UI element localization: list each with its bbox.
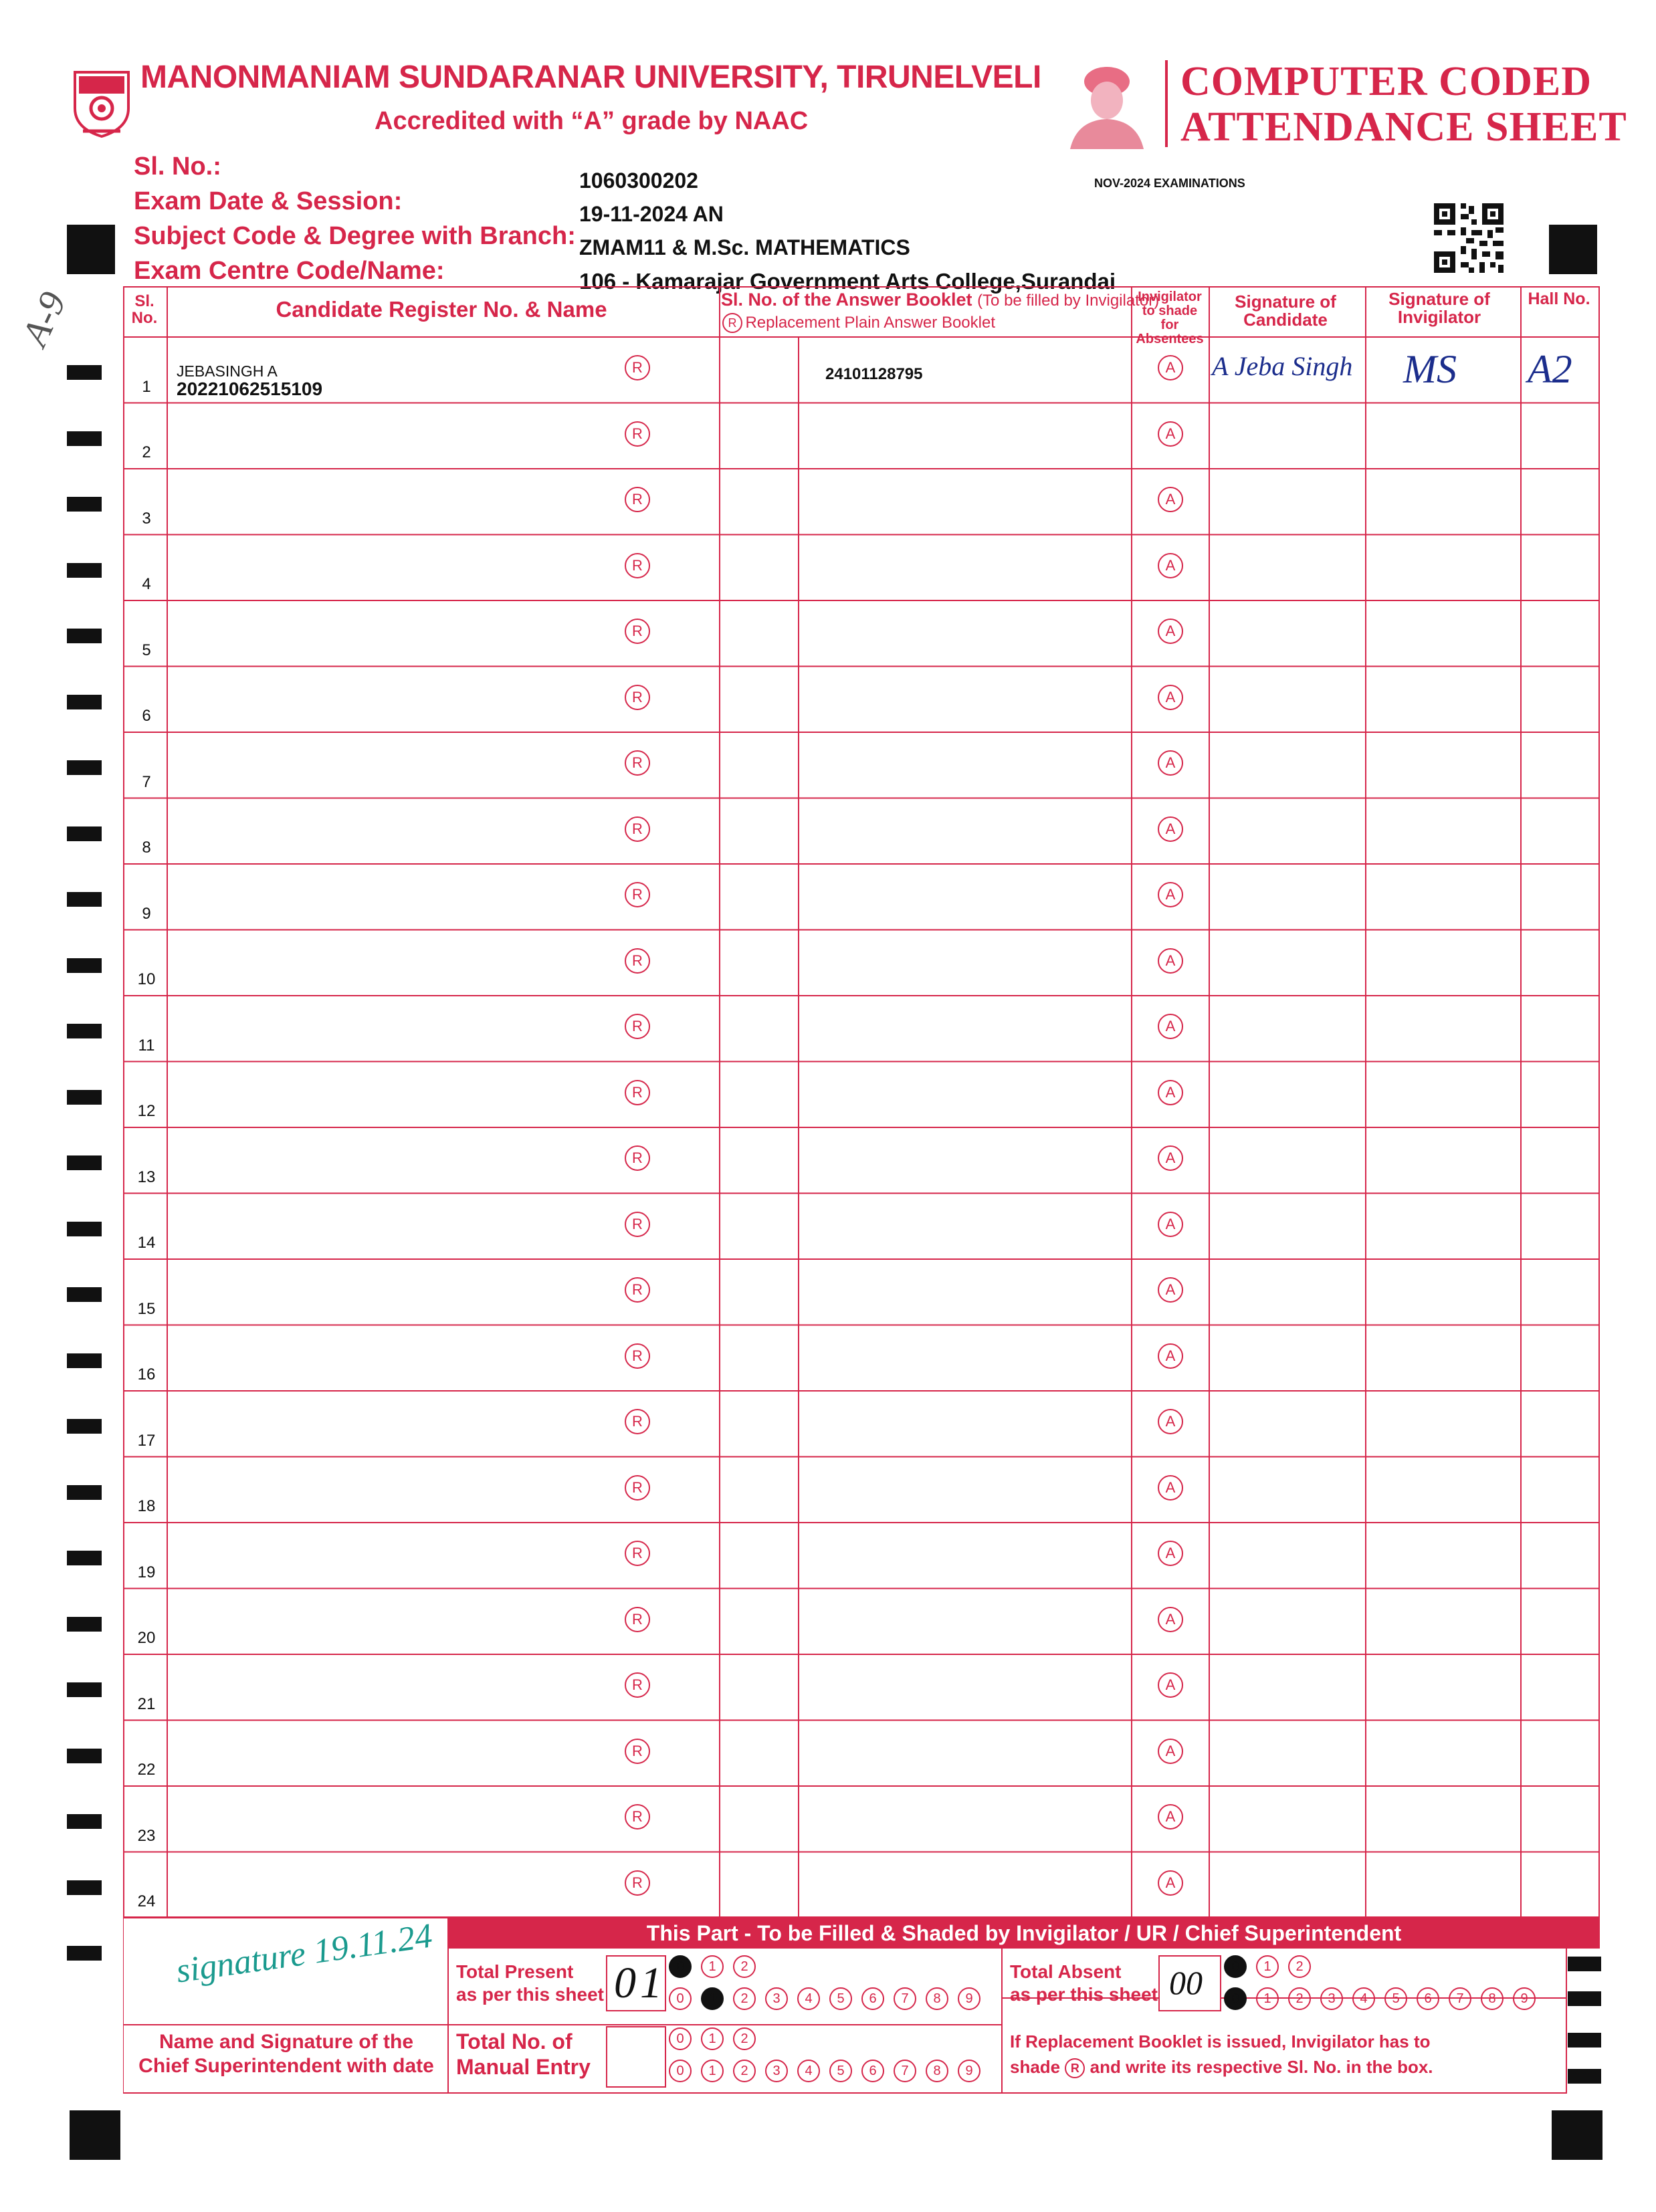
- table-row: [123, 1325, 1600, 1392]
- sl-no-label: Sl. No.:: [134, 152, 221, 181]
- row-number: 1: [142, 377, 151, 396]
- digit-bubble[interactable]: 4: [797, 2060, 820, 2082]
- row-number: 19: [137, 1563, 156, 1581]
- timing-mark: [67, 1419, 102, 1434]
- digit-bubble[interactable]: 7: [1449, 1987, 1471, 2010]
- table-row: [123, 600, 1600, 667]
- digit-bubble[interactable]: 2: [1288, 1987, 1311, 2010]
- university-name: MANONMANIAM SUNDARANAR UNIVERSITY, TIRUNELVELI: [140, 60, 1041, 95]
- replacement-bubble[interactable]: R: [625, 487, 650, 512]
- row-number: 17: [137, 1431, 156, 1450]
- replacement-bubble[interactable]: R: [625, 619, 650, 644]
- table-row: [123, 1523, 1600, 1589]
- table-row: [123, 1457, 1600, 1523]
- absent-bubble[interactable]: A: [1158, 882, 1183, 907]
- digit-bubble[interactable]: 3: [1320, 1987, 1343, 2010]
- row-number: 16: [137, 1365, 156, 1384]
- header-signature-invigilator: Signature of Invigilator: [1388, 289, 1490, 328]
- digit-bubble[interactable]: 0: [669, 2060, 692, 2082]
- table-row: [123, 732, 1600, 798]
- hall-number: A2: [1528, 347, 1572, 391]
- sl-no-value: 1060300202: [579, 169, 698, 193]
- digit-bubble[interactable]: 5: [1384, 1987, 1407, 2010]
- digit-bubble[interactable]: 2: [1288, 1955, 1311, 1978]
- table-row: [123, 1589, 1600, 1655]
- header-candidate: Candidate Register No. & Name: [276, 297, 607, 322]
- digit-bubble[interactable]: 1: [701, 2060, 724, 2082]
- accreditation-text: Accredited with “A” grade by NAAC: [375, 107, 809, 135]
- row-number: 9: [142, 904, 151, 923]
- candidate-register-no: 20221062515109: [177, 378, 323, 399]
- digit-bubble[interactable]: 5: [829, 2060, 852, 2082]
- table-row: [123, 403, 1600, 469]
- row-number: 10: [137, 970, 156, 988]
- replacement-bubble[interactable]: R: [625, 1870, 650, 1896]
- replacement-bubble[interactable]: R: [625, 1014, 650, 1039]
- replacement-symbol-icon: R: [722, 313, 742, 333]
- registration-mark: [67, 225, 115, 274]
- absent-bubble[interactable]: A: [1158, 1212, 1183, 1237]
- digit-bubble[interactable]: 2: [733, 1987, 756, 2010]
- absent-bubble[interactable]: A: [1158, 1541, 1183, 1566]
- timing-mark: [67, 497, 102, 512]
- table-row: [123, 1194, 1600, 1260]
- absent-bubble[interactable]: A: [1158, 685, 1183, 710]
- university-logo: [70, 67, 134, 140]
- table-row: [123, 930, 1600, 996]
- absent-bubble[interactable]: A: [1158, 1804, 1183, 1830]
- digit-bubble[interactable]: 3: [765, 2060, 788, 2082]
- digit-bubble[interactable]: 6: [861, 1987, 884, 2010]
- row-number: 4: [142, 575, 151, 593]
- timing-mark: [67, 958, 102, 973]
- header-absentees: Invigilator to shade for Absentees: [1136, 290, 1204, 346]
- replacement-bubble[interactable]: R: [625, 948, 650, 974]
- digit-bubble[interactable]: 5: [829, 1987, 852, 2010]
- replacement-bubble[interactable]: R: [625, 1739, 650, 1764]
- row-number: 6: [142, 707, 151, 725]
- absent-bubble[interactable]: A: [1158, 1607, 1183, 1632]
- absent-bubble[interactable]: A: [1158, 1739, 1183, 1764]
- replacement-bubble[interactable]: R: [625, 421, 650, 447]
- replacement-bubble[interactable]: R: [625, 1804, 650, 1830]
- total-absent-written: 00: [1169, 1964, 1203, 2001]
- digit-bubble[interactable]: 4: [797, 1987, 820, 2010]
- total-present-label: Total Present as per this sheet: [456, 1961, 604, 2005]
- row-number: 11: [138, 1036, 155, 1055]
- header-booklet: Sl. No. of the Answer Booklet (To be filled by Invigilator): [721, 290, 1160, 310]
- absent-bubble[interactable]: A: [1158, 1014, 1183, 1039]
- timing-mark: [1568, 2069, 1601, 2084]
- table-row: [123, 1654, 1600, 1721]
- digit-bubble[interactable]: 3: [765, 1987, 788, 2010]
- digit-bubble[interactable]: 0: [669, 2027, 692, 2050]
- row-number: 13: [137, 1168, 156, 1186]
- timing-mark: [67, 826, 102, 841]
- replacement-bubble[interactable]: R: [625, 1475, 650, 1501]
- digit-bubble[interactable]: 4: [1352, 1987, 1375, 2010]
- replacement-bubble[interactable]: R: [625, 355, 650, 380]
- digit-bubble[interactable]: 8: [926, 2060, 948, 2082]
- table-row: [123, 1391, 1600, 1457]
- absent-bubble[interactable]: A: [1158, 750, 1183, 776]
- answer-booklet-no: 24101128795: [825, 365, 923, 383]
- registration-mark: [1552, 2110, 1602, 2160]
- row-number: 3: [142, 509, 151, 528]
- replacement-note: If Replacement Booklet is issued, Invigilator has to shade R and write its respective Sl. No. in the box.: [1010, 2029, 1433, 2080]
- table-row: [123, 996, 1600, 1062]
- row-number: 15: [137, 1299, 156, 1318]
- subject-value: ZMAM11 & M.Sc. MATHEMATICS: [579, 235, 910, 259]
- subject-label: Subject Code & Degree with Branch:: [134, 222, 576, 250]
- replacement-bubble[interactable]: R: [625, 816, 650, 842]
- header-hall-no: Hall No.: [1528, 290, 1590, 308]
- replacement-bubble[interactable]: R: [625, 1409, 650, 1434]
- invigilator-signature: MS: [1403, 347, 1457, 391]
- row-number: 5: [142, 641, 151, 659]
- registration-mark: [70, 2110, 120, 2160]
- timing-mark: [1568, 2033, 1601, 2048]
- exam-date-value: 19-11-2024 AN: [579, 202, 724, 226]
- table-row: [123, 1062, 1600, 1128]
- timing-mark: [67, 1814, 102, 1829]
- digit-bubble[interactable]: 9: [958, 1987, 980, 2010]
- replacement-bubble[interactable]: R: [625, 1541, 650, 1566]
- absent-bubble[interactable]: A: [1158, 1409, 1183, 1434]
- timing-mark: [67, 1222, 102, 1236]
- table-row: [123, 337, 1600, 403]
- registration-mark: [1549, 225, 1597, 274]
- table-row: [123, 1721, 1600, 1787]
- absent-bubble[interactable]: A: [1158, 1475, 1183, 1501]
- chief-superintendent-signature: signature 19.11.24: [173, 1916, 435, 1991]
- exam-date-label: Exam Date & Session:: [134, 187, 403, 215]
- digit-bubble[interactable]: 0: [669, 1955, 692, 1978]
- digit-bubble[interactable]: 0: [1224, 1987, 1247, 2010]
- timing-mark: [67, 1287, 102, 1302]
- timing-mark: [67, 365, 102, 380]
- replacement-symbol-icon: R: [1065, 2058, 1085, 2078]
- absent-bubble[interactable]: A: [1158, 619, 1183, 644]
- sheet-title: COMPUTER CODED ATTENDANCE SHEET: [1180, 59, 1627, 150]
- digit-bubble[interactable]: 1: [701, 1987, 724, 2010]
- timing-mark: [67, 1353, 102, 1368]
- qr-code-icon: [1434, 203, 1504, 273]
- timing-mark: [67, 563, 102, 578]
- row-number: 20: [137, 1629, 156, 1647]
- centre-label: Exam Centre Code/Name:: [134, 257, 445, 285]
- row-number: 12: [137, 1102, 156, 1120]
- digit-bubble[interactable]: 7: [894, 1987, 916, 2010]
- digit-bubble[interactable]: 2: [733, 2060, 756, 2082]
- absent-bubble[interactable]: A: [1158, 1080, 1183, 1105]
- table-row: [123, 798, 1600, 865]
- digit-bubble[interactable]: 9: [1513, 1987, 1536, 2010]
- absent-bubble[interactable]: A: [1158, 487, 1183, 512]
- absent-bubble[interactable]: A: [1158, 355, 1183, 380]
- total-absent-label: Total Absent as per this sheet: [1010, 1961, 1158, 2005]
- absent-bubble[interactable]: A: [1158, 816, 1183, 842]
- digit-bubble[interactable]: 1: [1256, 1955, 1279, 1978]
- timing-mark: [67, 1551, 102, 1565]
- replacement-bubble[interactable]: R: [625, 1607, 650, 1632]
- centre-value: 106 - Kamarajar Government Arts College,Surandai: [579, 269, 1116, 294]
- absent-bubble[interactable]: A: [1158, 1870, 1183, 1896]
- table-row: [123, 1786, 1600, 1852]
- timing-mark: [67, 1880, 102, 1895]
- digit-bubble[interactable]: 1: [701, 2027, 724, 2050]
- footer-banner: This Part - To be Filled & Shaded by Invigilator / UR / Chief Superintendent: [448, 1918, 1600, 1949]
- digit-bubble[interactable]: 8: [1481, 1987, 1504, 2010]
- candidate-signature: A Jeba Singh: [1212, 351, 1353, 381]
- replacement-bubble[interactable]: R: [625, 882, 650, 907]
- timing-mark: [67, 695, 102, 709]
- header-sl-no: Sl. No.: [131, 292, 158, 328]
- timing-mark: [67, 431, 102, 446]
- digit-bubble[interactable]: 0: [669, 1987, 692, 2010]
- row-number: 14: [137, 1234, 156, 1252]
- replacement-bubble[interactable]: R: [625, 553, 650, 578]
- replacement-bubble[interactable]: R: [625, 1277, 650, 1303]
- timing-mark: [67, 1946, 102, 1961]
- timing-mark: [67, 1024, 102, 1038]
- digit-bubble[interactable]: 2: [733, 2027, 756, 2050]
- row-number: 7: [142, 772, 151, 791]
- absent-bubble[interactable]: A: [1158, 553, 1183, 578]
- replacement-bubble[interactable]: R: [625, 1212, 650, 1237]
- table-row: [123, 535, 1600, 601]
- digit-bubble[interactable]: 2: [733, 1955, 756, 1978]
- timing-mark: [67, 1749, 102, 1763]
- absent-bubble[interactable]: A: [1158, 948, 1183, 974]
- digit-bubble[interactable]: 6: [861, 2060, 884, 2082]
- replacement-bubble[interactable]: R: [625, 1672, 650, 1698]
- table-row: [123, 1127, 1600, 1194]
- absent-bubble[interactable]: A: [1158, 1343, 1183, 1369]
- absent-bubble[interactable]: A: [1158, 1277, 1183, 1303]
- timing-mark: [1568, 1957, 1601, 1971]
- digit-bubble[interactable]: 6: [1417, 1987, 1439, 2010]
- manual-entry-label: Total No. of Manual Entry: [456, 2029, 591, 2079]
- replacement-bubble[interactable]: R: [625, 1343, 650, 1369]
- table-row: [123, 1259, 1600, 1325]
- candidate-name: JEBASINGH A: [177, 362, 278, 380]
- row-number: 23: [137, 1826, 156, 1845]
- exam-series: NOV-2024 EXAMINATIONS: [1094, 177, 1245, 190]
- timing-mark: [67, 1485, 102, 1500]
- digit-bubble[interactable]: 9: [958, 2060, 980, 2082]
- row-number: 21: [137, 1694, 156, 1713]
- digit-bubble[interactable]: 8: [926, 1987, 948, 2010]
- table-row: [123, 667, 1600, 733]
- header-replacement: R Replacement Plain Answer Booklet: [722, 313, 995, 333]
- absent-bubble[interactable]: A: [1158, 1672, 1183, 1698]
- total-present-written: 01: [614, 1959, 666, 2007]
- absent-bubble[interactable]: A: [1158, 1145, 1183, 1171]
- table-row: [123, 469, 1600, 535]
- row-number: 2: [142, 443, 151, 461]
- margin-note: A-9: [13, 286, 75, 352]
- timing-mark: [67, 1682, 102, 1697]
- timing-mark: [67, 1155, 102, 1170]
- chief-superintendent-label: Name and Signature of the Chief Superintendent with date: [138, 2031, 434, 2077]
- founder-portrait: [1063, 59, 1150, 149]
- row-number: 18: [137, 1497, 156, 1515]
- timing-mark: [67, 892, 102, 907]
- digit-bubble[interactable]: 7: [894, 2060, 916, 2082]
- timing-mark: [67, 629, 102, 643]
- header-signature-candidate: Signature of Candidate: [1235, 292, 1336, 330]
- replacement-bubble[interactable]: R: [625, 685, 650, 710]
- replacement-bubble[interactable]: R: [625, 750, 650, 776]
- row-number: 22: [137, 1761, 156, 1779]
- timing-mark: [67, 760, 102, 775]
- row-number: 24: [137, 1892, 156, 1910]
- digit-bubble[interactable]: 0: [1224, 1955, 1247, 1978]
- table-row: [123, 864, 1600, 930]
- manual-entry-box[interactable]: [606, 2026, 666, 2088]
- digit-bubble[interactable]: 1: [1256, 1987, 1279, 2010]
- timing-mark: [67, 1090, 102, 1105]
- timing-mark: [67, 1617, 102, 1632]
- timing-mark: [1568, 1991, 1601, 2006]
- row-number: 8: [142, 839, 151, 857]
- title-divider: [1165, 60, 1168, 147]
- table-row: [123, 1852, 1600, 1918]
- replacement-bubble[interactable]: R: [625, 1145, 650, 1171]
- digit-bubble[interactable]: 1: [701, 1955, 724, 1978]
- replacement-bubble[interactable]: R: [625, 1080, 650, 1105]
- absent-bubble[interactable]: A: [1158, 421, 1183, 447]
